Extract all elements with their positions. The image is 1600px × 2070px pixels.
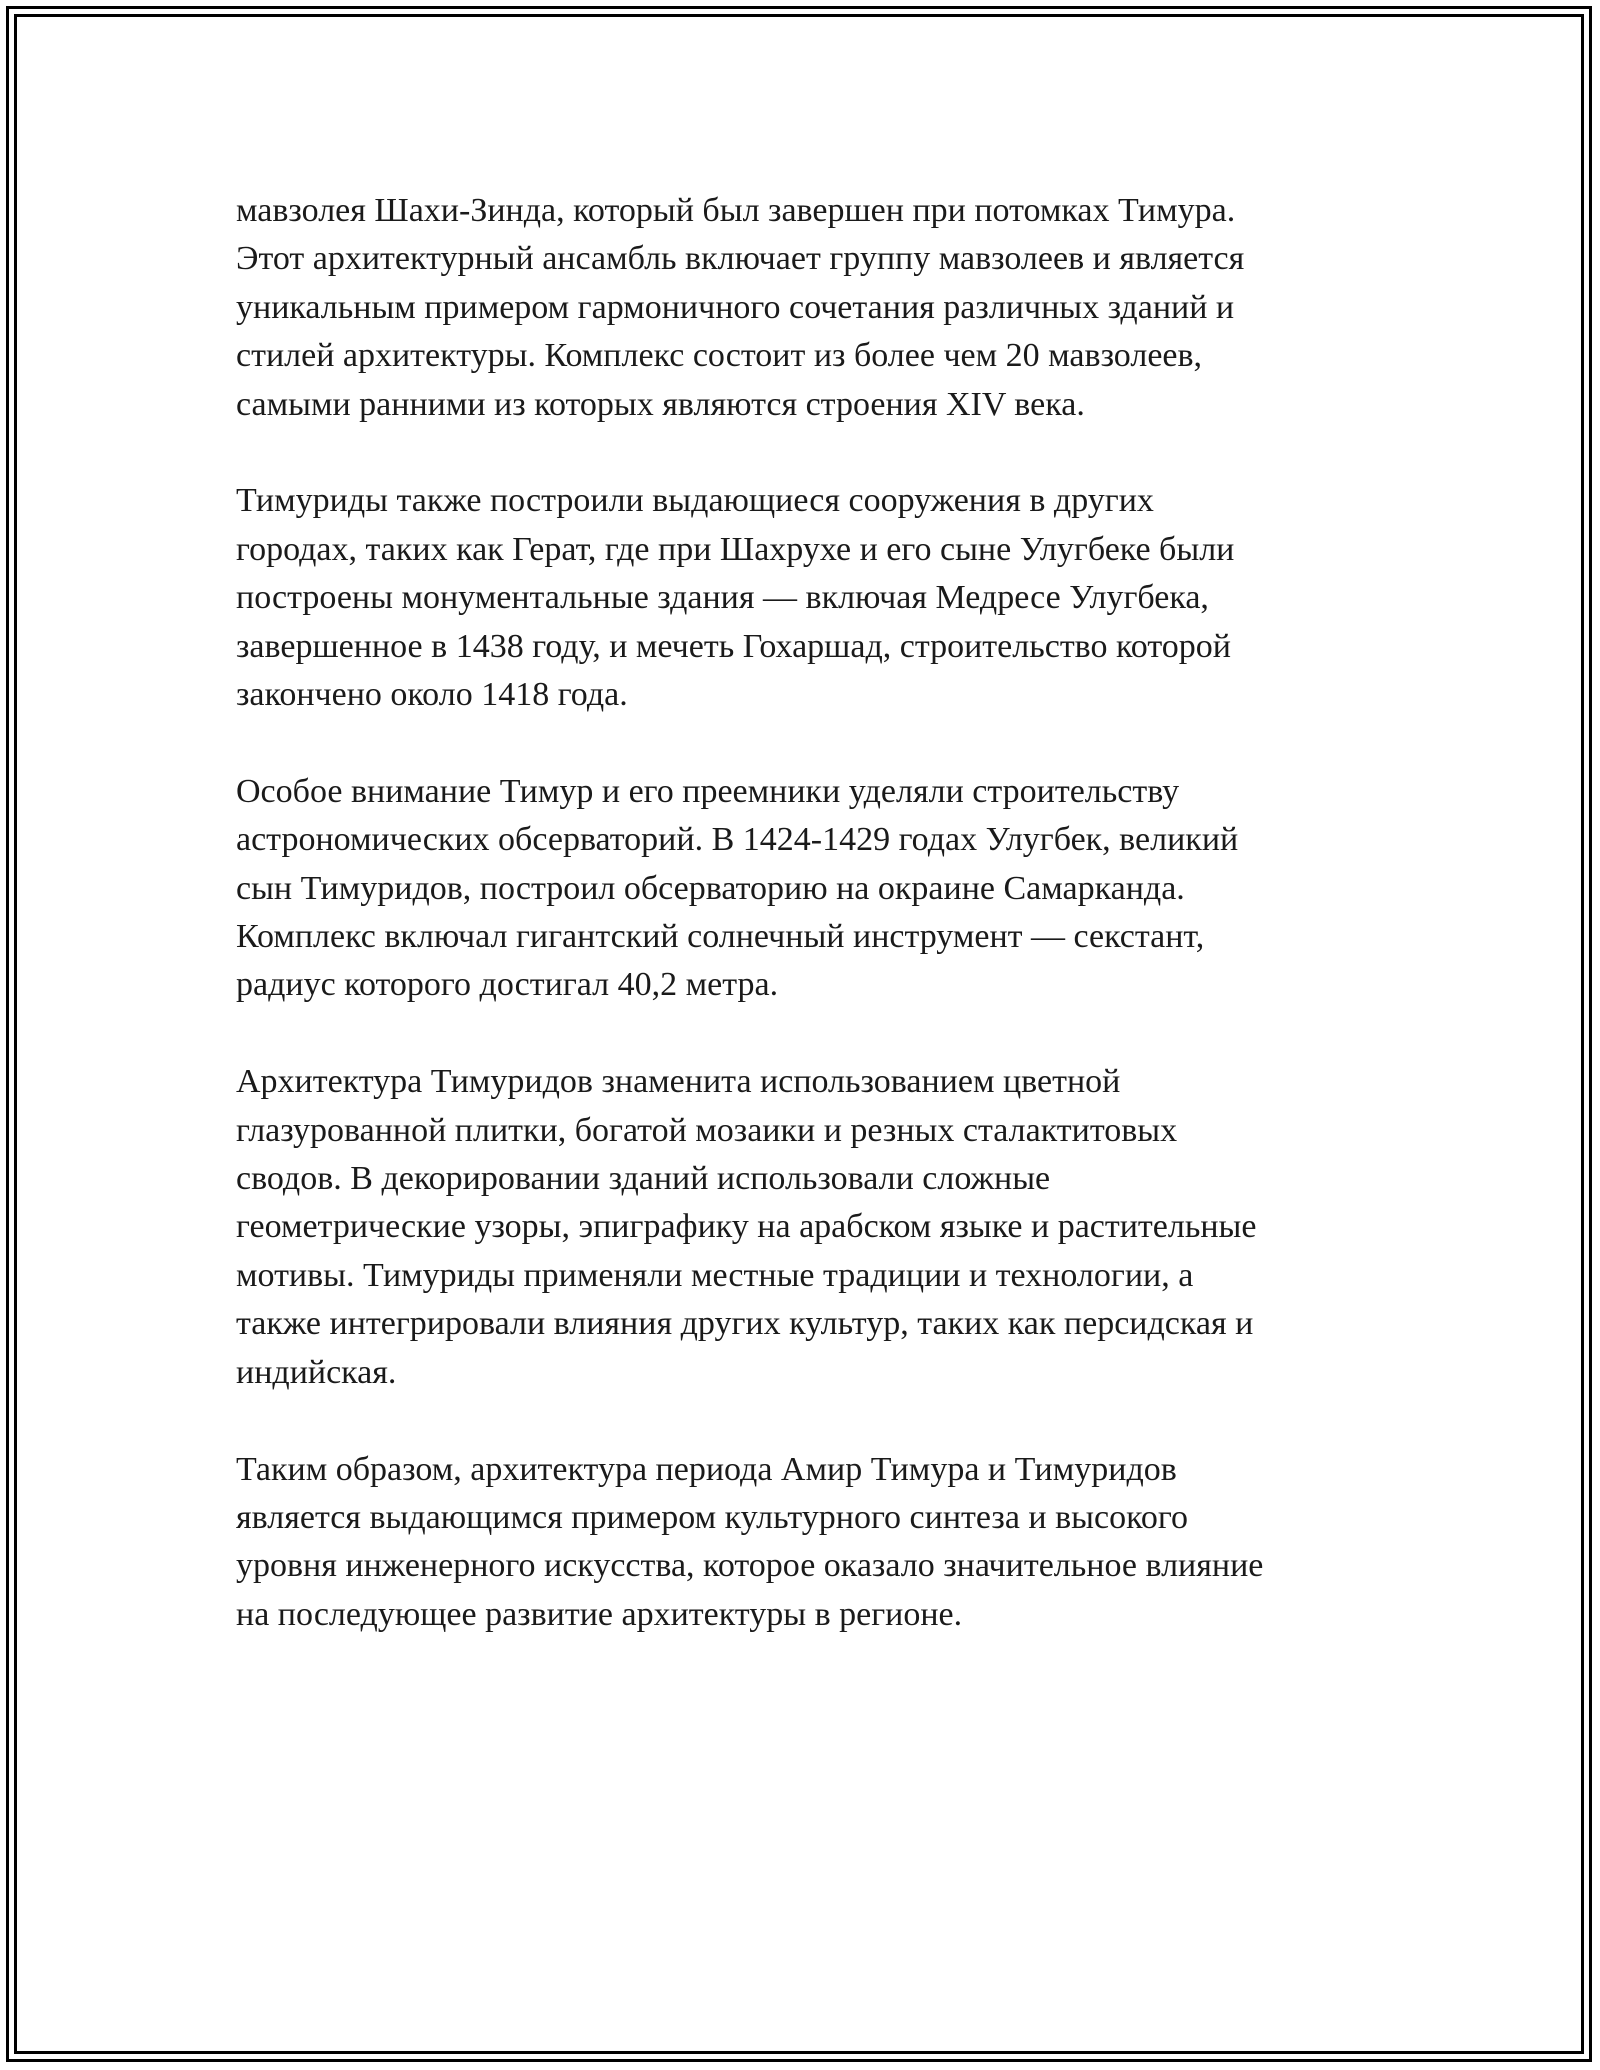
text-line: городах, таких как Герат, где при Шахрухе и его сыне Улугбеке были bbox=[236, 530, 1235, 568]
text-line: Особое внимание Тимур и его преемники уделяли строительству bbox=[236, 772, 1180, 810]
text-line: мавзолея Шахи-Зинда, который был завершен при потомках Тимура. bbox=[236, 192, 1236, 229]
text-line: глазурованной плитки, богатой мозаики и резных сталактитовых bbox=[236, 1111, 1178, 1149]
text-line: также интегрировали влияния других культур, таких как персидская и bbox=[236, 1305, 1254, 1343]
text-line: уникальным примером гармоничного сочетания различных зданий и bbox=[236, 288, 1235, 326]
text-line: радиус которого достигал 40,2 метра. bbox=[236, 966, 779, 1004]
paragraph-observatory bbox=[236, 768, 1366, 1010]
paragraph-shahi-zinda bbox=[236, 187, 1366, 429]
text-line: Архитектура Тимуридов знаменита использованием цветной bbox=[236, 1063, 1121, 1101]
text-line: Этот архитектурный ансамбль включает группу мавзолеев и является bbox=[236, 240, 1245, 278]
text-line: является выдающимся примером культурного синтеза и высокого bbox=[236, 1498, 1188, 1536]
text-line: геометрические узоры, эпиграфику на арабском языке и растительные bbox=[236, 1208, 1257, 1246]
paragraph-decoration bbox=[236, 1058, 1366, 1397]
text-line: сын Тимуридов, построил обсерваторию на окраине Самарканда. bbox=[236, 869, 1185, 907]
text-line: самыми ранними из которых являются строения XIV века. bbox=[236, 385, 1085, 423]
text-line: астрономических обсерваторий. В 1424-1429 годах Улугбек, великий bbox=[236, 821, 1239, 859]
text-line: уровня инженерного искусства, которое оказало значительное влияние bbox=[236, 1547, 1264, 1585]
text-line: закончено около 1418 года. bbox=[236, 676, 628, 714]
text-line: на последующее развитие архитектуры в регионе. bbox=[236, 1595, 963, 1633]
text-line: стилей архитектуры. Комплекс состоит из более чем 20 мавзолеев, bbox=[236, 337, 1203, 375]
text-line: мотивы. Тимуриды применяли местные традиции и технологии, а bbox=[236, 1256, 1194, 1294]
text-line: индийская. bbox=[236, 1353, 397, 1391]
text-line: построены монументальные здания — включая Медресе Улугбека, bbox=[236, 579, 1209, 617]
paragraph-herat bbox=[236, 477, 1366, 719]
paragraph-conclusion bbox=[236, 1446, 1366, 1640]
text-line: Тимуриды также построили выдающиеся сооружения в других bbox=[236, 482, 1154, 520]
document-body bbox=[236, 187, 1366, 1688]
text-line: сводов. В декорировании зданий использовали сложные bbox=[236, 1160, 1051, 1198]
text-line: Комплекс включал гигантский солнечный инструмент — секстант, bbox=[236, 918, 1205, 956]
text-line: завершенное в 1438 году, и мечеть Гохаршад, строительство которой bbox=[236, 627, 1231, 665]
text-line: Таким образом, архитектура периода Амир Тимура и Тимуридов bbox=[236, 1450, 1177, 1488]
